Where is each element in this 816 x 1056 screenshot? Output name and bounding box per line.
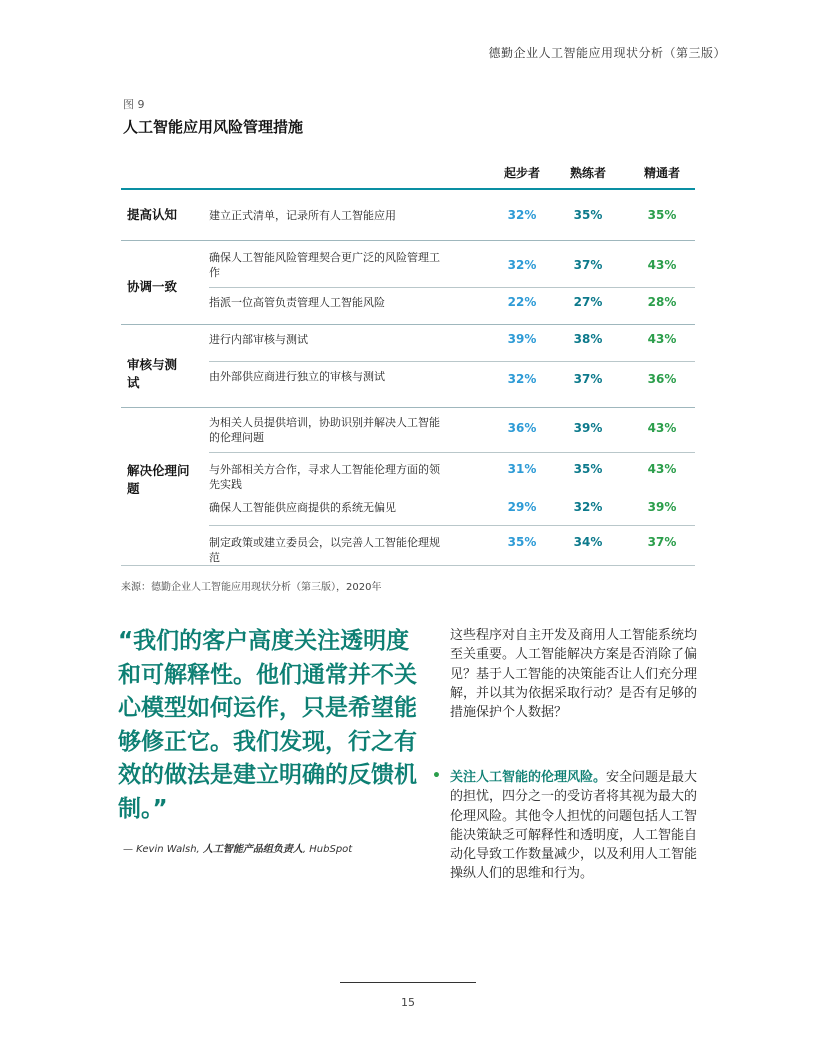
bullet-text: [450, 768, 702, 884]
value-beginner: 22%: [507, 295, 537, 309]
figure-title: 人工智能应用风险管理措施: [123, 118, 304, 136]
group-divider: [121, 240, 695, 241]
value-skilled: 39%: [573, 421, 603, 435]
col-header-skilled: 熟练者: [569, 166, 606, 180]
row-description: 建立正式清单，记录所有人工智能应用: [209, 209, 396, 222]
value-expert: 37%: [647, 535, 677, 549]
category-label: 提高认知: [127, 207, 178, 222]
category-label: 审核与测试: [127, 357, 178, 390]
value-skilled: 32%: [573, 500, 603, 514]
table-header: [121, 160, 695, 188]
category-label: 协调一致: [127, 279, 178, 294]
value-expert: 43%: [647, 421, 677, 435]
value-expert: 28%: [647, 295, 677, 309]
row-description: 进行内部审核与测试: [209, 333, 308, 346]
value-skilled: 35%: [573, 208, 603, 222]
page-number: 15: [401, 996, 415, 1009]
group-divider: [121, 407, 695, 408]
figure-source: 来源：德勤企业人工智能应用现状分析（第三版），2020年: [121, 582, 382, 593]
value-expert: 43%: [647, 258, 677, 272]
table-bottom-rule: [121, 565, 695, 566]
value-expert: 43%: [647, 462, 677, 476]
attribution-role: 人工智能产品组负责人: [202, 844, 303, 855]
body-paragraph: 这些程序对自主开发及商用人工智能系统均至关重要。人工智能解决方案是否消除了偏见？基于人工智能的决策能否让人们充分理解，并以其为依据采取行动？是否有足够的措施保护个人数据？: [450, 628, 698, 721]
value-skilled: 34%: [573, 535, 603, 549]
row-divider: [209, 361, 695, 362]
category-label: 解决伦理问题: [127, 463, 190, 496]
col-header-beginner: 起步者: [503, 166, 540, 180]
col-header-expert: 精通者: [643, 166, 680, 180]
bullet-icon: •: [432, 768, 441, 784]
value-expert: 39%: [647, 500, 677, 514]
row-description: 为相关人员提供培训，协助识别并解决人工智能的伦理问题: [209, 416, 440, 444]
row-divider: [209, 287, 695, 288]
group-divider: [121, 324, 695, 325]
bullet-body: 安全问题是最大的担忧，四分之一的受访者将其视为最大的伦理风险。其他令人担忧的问题包括人工智能决策缺乏可解释性和透明度，人工智能自动化导致工作数量减少，以及利用人工智能操纵人们的思维和行为。: [450, 770, 698, 882]
attribution-name: — Kevin Walsh,: [123, 844, 203, 855]
value-skilled: 35%: [573, 462, 603, 476]
row-description: 确保人工智能风险管理契合更广泛的风险管理工作: [209, 251, 440, 279]
value-expert: 36%: [647, 372, 677, 386]
value-expert: 35%: [647, 208, 677, 222]
running-header: 德勤企业人工智能应用现状分析（第三版）: [488, 46, 726, 60]
row-divider: [209, 525, 695, 526]
value-beginner: 32%: [507, 372, 537, 386]
risk-measures-table: [121, 160, 695, 564]
row-description: 与外部相关方合作，寻求人工智能伦理方面的领先实践: [209, 463, 440, 491]
value-skilled: 37%: [573, 372, 603, 386]
value-skilled: 27%: [573, 295, 603, 309]
row-description: 指派一位高管负责管理人工智能风险: [209, 296, 385, 309]
row-description: 确保人工智能供应商提供的系统无偏见: [209, 501, 396, 514]
row-divider: [209, 452, 695, 453]
value-skilled: 38%: [573, 332, 603, 346]
footer-rule: [340, 982, 476, 983]
bullet-lead: 关注人工智能的伦理风险。: [450, 770, 607, 785]
value-beginner: 32%: [507, 208, 537, 222]
quote-attribution: [123, 840, 352, 855]
value-beginner: 29%: [507, 500, 537, 514]
value-beginner: 36%: [507, 421, 537, 435]
value-beginner: 39%: [507, 332, 537, 346]
attribution-org: , HubSpot: [302, 844, 353, 855]
value-expert: 43%: [647, 332, 677, 346]
value-beginner: 31%: [507, 462, 537, 476]
pull-quote: “我们的客户高度关注透明度和可解释性。他们通常并不关心模型如何运作，只是希望能够修正它。我们发现，行之有效的做法是建立明确的反馈机制。”: [118, 628, 417, 822]
value-skilled: 37%: [573, 258, 603, 272]
value-beginner: 32%: [507, 258, 537, 272]
row-description: 制定政策或建立委员会，以完善人工智能伦理规范: [209, 536, 440, 564]
figure-label: 图 9: [123, 98, 145, 111]
row-description: 由外部供应商进行独立的审核与测试: [209, 370, 385, 383]
value-beginner: 35%: [507, 535, 537, 549]
